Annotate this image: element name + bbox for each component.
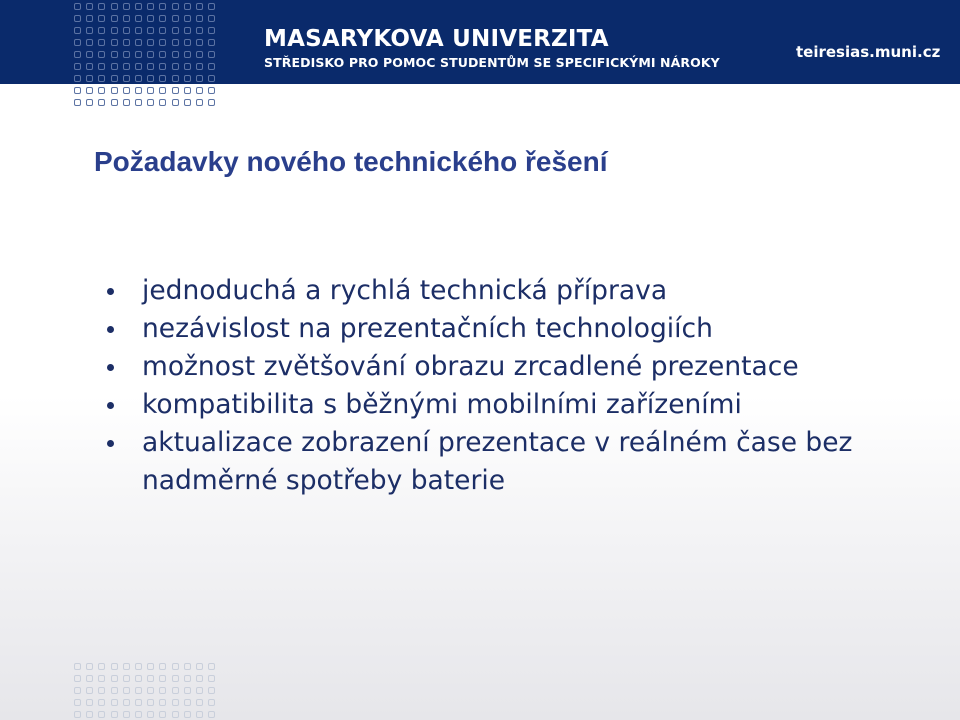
grid-dot bbox=[86, 99, 93, 106]
grid-dot bbox=[86, 15, 93, 22]
grid-dot bbox=[111, 699, 118, 706]
grid-dot bbox=[172, 711, 179, 718]
grid-dot bbox=[184, 99, 191, 106]
grid-dot bbox=[196, 99, 203, 106]
grid-dot bbox=[159, 699, 166, 706]
grid-dot bbox=[147, 3, 154, 10]
grid-dot bbox=[123, 51, 130, 58]
grid-dot bbox=[172, 3, 179, 10]
grid-dot bbox=[184, 51, 191, 58]
grid-dot bbox=[86, 63, 93, 70]
grid-dot bbox=[147, 675, 154, 682]
grid-dot bbox=[111, 27, 118, 34]
grid-dot bbox=[74, 699, 81, 706]
grid-dot bbox=[98, 63, 105, 70]
grid-dot bbox=[98, 687, 105, 694]
grid-dot bbox=[98, 699, 105, 706]
grid-dot bbox=[159, 51, 166, 58]
grid-dot bbox=[123, 711, 130, 718]
grid-dot bbox=[208, 3, 215, 10]
grid-dot bbox=[208, 75, 215, 82]
grid-dot bbox=[135, 3, 142, 10]
grid-dot bbox=[98, 27, 105, 34]
grid-dot bbox=[74, 39, 81, 46]
grid-dot bbox=[86, 675, 93, 682]
grid-dot bbox=[147, 39, 154, 46]
grid-dot bbox=[123, 63, 130, 70]
grid-dot bbox=[147, 663, 154, 670]
grid-dot bbox=[159, 3, 166, 10]
grid-dot bbox=[159, 39, 166, 46]
logo-dot-grid-top bbox=[74, 3, 216, 107]
grid-dot bbox=[184, 15, 191, 22]
grid-dot bbox=[74, 675, 81, 682]
grid-dot bbox=[147, 699, 154, 706]
grid-dot bbox=[159, 75, 166, 82]
grid-dot bbox=[98, 663, 105, 670]
grid-dot bbox=[147, 87, 154, 94]
grid-dot bbox=[208, 699, 215, 706]
grid-dot bbox=[184, 711, 191, 718]
grid-dot bbox=[208, 27, 215, 34]
grid-dot bbox=[111, 15, 118, 22]
grid-dot bbox=[147, 63, 154, 70]
grid-dot bbox=[172, 39, 179, 46]
grid-dot bbox=[184, 63, 191, 70]
grid-dot bbox=[196, 27, 203, 34]
grid-dot bbox=[184, 87, 191, 94]
bullet-icon bbox=[107, 326, 114, 333]
grid-dot bbox=[74, 87, 81, 94]
grid-dot bbox=[208, 39, 215, 46]
grid-dot bbox=[172, 51, 179, 58]
center-name: STŘEDISKO PRO POMOC STUDENTŮM SE SPECIFICKÝMI NÁROKY bbox=[264, 55, 720, 70]
site-url: teiresias.muni.cz bbox=[796, 43, 941, 61]
grid-dot bbox=[98, 3, 105, 10]
grid-dot bbox=[196, 663, 203, 670]
grid-dot bbox=[208, 15, 215, 22]
grid-dot bbox=[111, 99, 118, 106]
bullet-list bbox=[106, 272, 926, 500]
grid-dot bbox=[135, 51, 142, 58]
grid-dot bbox=[172, 663, 179, 670]
grid-dot bbox=[74, 99, 81, 106]
bullet-item bbox=[106, 310, 926, 348]
grid-dot bbox=[196, 711, 203, 718]
grid-dot bbox=[74, 27, 81, 34]
grid-dot bbox=[123, 87, 130, 94]
grid-dot bbox=[123, 699, 130, 706]
grid-dot bbox=[111, 663, 118, 670]
grid-dot bbox=[159, 27, 166, 34]
grid-dot bbox=[159, 63, 166, 70]
grid-dot bbox=[135, 711, 142, 718]
grid-dot bbox=[208, 99, 215, 106]
grid-dot bbox=[135, 99, 142, 106]
grid-dot bbox=[98, 87, 105, 94]
grid-dot bbox=[196, 87, 203, 94]
grid-dot bbox=[196, 39, 203, 46]
university-name: MASARYKOVA UNIVERZITA bbox=[264, 26, 609, 52]
grid-dot bbox=[147, 687, 154, 694]
grid-dot bbox=[111, 687, 118, 694]
grid-dot bbox=[208, 687, 215, 694]
grid-dot bbox=[159, 15, 166, 22]
grid-dot bbox=[98, 51, 105, 58]
grid-dot bbox=[184, 39, 191, 46]
grid-dot bbox=[74, 663, 81, 670]
grid-dot bbox=[98, 99, 105, 106]
bullet-text: aktualizace zobrazení prezentace v reálném čase bez nadměrné spotřeby baterie bbox=[142, 427, 853, 496]
grid-dot bbox=[111, 39, 118, 46]
grid-dot bbox=[111, 51, 118, 58]
grid-dot bbox=[74, 3, 81, 10]
grid-dot bbox=[86, 75, 93, 82]
grid-dot bbox=[98, 15, 105, 22]
grid-dot bbox=[159, 675, 166, 682]
grid-dot bbox=[172, 99, 179, 106]
grid-dot bbox=[159, 711, 166, 718]
grid-dot bbox=[86, 687, 93, 694]
grid-dot bbox=[196, 699, 203, 706]
grid-dot bbox=[208, 663, 215, 670]
grid-dot bbox=[86, 3, 93, 10]
grid-dot bbox=[123, 27, 130, 34]
bullet-icon bbox=[107, 440, 114, 447]
grid-dot bbox=[196, 687, 203, 694]
grid-dot bbox=[98, 675, 105, 682]
grid-dot bbox=[147, 15, 154, 22]
grid-dot bbox=[172, 75, 179, 82]
grid-dot bbox=[111, 3, 118, 10]
grid-dot bbox=[196, 51, 203, 58]
grid-dot bbox=[184, 3, 191, 10]
grid-dot bbox=[111, 675, 118, 682]
grid-dot bbox=[86, 663, 93, 670]
grid-dot bbox=[123, 99, 130, 106]
grid-dot bbox=[135, 663, 142, 670]
grid-dot bbox=[172, 675, 179, 682]
grid-dot bbox=[111, 75, 118, 82]
grid-dot bbox=[135, 15, 142, 22]
grid-dot bbox=[208, 51, 215, 58]
grid-dot bbox=[196, 75, 203, 82]
grid-dot bbox=[159, 663, 166, 670]
grid-dot bbox=[196, 63, 203, 70]
grid-dot bbox=[135, 27, 142, 34]
grid-dot bbox=[98, 711, 105, 718]
grid-dot bbox=[196, 3, 203, 10]
grid-dot bbox=[196, 15, 203, 22]
grid-dot bbox=[123, 675, 130, 682]
grid-dot bbox=[147, 711, 154, 718]
grid-dot bbox=[172, 687, 179, 694]
grid-dot bbox=[111, 87, 118, 94]
grid-dot bbox=[172, 699, 179, 706]
grid-dot bbox=[147, 75, 154, 82]
grid-dot bbox=[86, 27, 93, 34]
grid-dot bbox=[159, 99, 166, 106]
grid-dot bbox=[74, 15, 81, 22]
grid-dot bbox=[135, 39, 142, 46]
grid-dot bbox=[196, 675, 203, 682]
grid-dot bbox=[172, 15, 179, 22]
grid-dot bbox=[208, 87, 215, 94]
bullet-item bbox=[106, 272, 926, 310]
grid-dot bbox=[147, 99, 154, 106]
bullet-icon bbox=[107, 402, 114, 409]
bullet-icon bbox=[107, 288, 114, 295]
grid-dot bbox=[172, 27, 179, 34]
grid-dot bbox=[184, 27, 191, 34]
grid-dot bbox=[98, 75, 105, 82]
grid-dot bbox=[86, 39, 93, 46]
grid-dot bbox=[172, 87, 179, 94]
grid-dot bbox=[184, 675, 191, 682]
grid-dot bbox=[135, 75, 142, 82]
bullet-icon bbox=[107, 364, 114, 371]
grid-dot bbox=[123, 15, 130, 22]
grid-dot bbox=[74, 75, 81, 82]
bullet-text: možnost zvětšování obrazu zrcadlené prezentace bbox=[142, 351, 799, 382]
grid-dot bbox=[184, 699, 191, 706]
grid-dot bbox=[111, 63, 118, 70]
grid-dot bbox=[111, 711, 118, 718]
grid-dot bbox=[208, 711, 215, 718]
grid-dot bbox=[147, 27, 154, 34]
grid-dot bbox=[135, 87, 142, 94]
grid-dot bbox=[123, 39, 130, 46]
grid-dot bbox=[208, 675, 215, 682]
grid-dot bbox=[147, 51, 154, 58]
slide-title: Požadavky nového technického řešení bbox=[94, 146, 608, 177]
grid-dot bbox=[98, 39, 105, 46]
grid-dot bbox=[74, 63, 81, 70]
grid-dot bbox=[172, 63, 179, 70]
bullet-text: nezávislost na prezentačních technologiích bbox=[142, 313, 713, 344]
header-banner bbox=[0, 0, 960, 84]
grid-dot bbox=[184, 75, 191, 82]
bullet-text: jednoduchá a rychlá technická příprava bbox=[142, 275, 668, 306]
grid-dot bbox=[208, 63, 215, 70]
grid-dot bbox=[74, 687, 81, 694]
grid-dot bbox=[184, 687, 191, 694]
logo-dot-grid-bottom bbox=[74, 663, 216, 719]
grid-dot bbox=[86, 87, 93, 94]
grid-dot bbox=[86, 711, 93, 718]
grid-dot bbox=[123, 663, 130, 670]
grid-dot bbox=[123, 75, 130, 82]
grid-dot bbox=[123, 687, 130, 694]
grid-dot bbox=[135, 699, 142, 706]
grid-dot bbox=[86, 699, 93, 706]
grid-dot bbox=[74, 51, 81, 58]
bullet-item bbox=[106, 348, 926, 386]
grid-dot bbox=[135, 63, 142, 70]
grid-dot bbox=[159, 687, 166, 694]
grid-dot bbox=[135, 687, 142, 694]
grid-dot bbox=[74, 711, 81, 718]
grid-dot bbox=[184, 663, 191, 670]
bullet-text: kompatibilita s běžnými mobilními zařízeními bbox=[142, 389, 742, 420]
bullet-item bbox=[106, 424, 926, 500]
bullet-item bbox=[106, 386, 926, 424]
grid-dot bbox=[135, 675, 142, 682]
grid-dot bbox=[123, 3, 130, 10]
grid-dot bbox=[86, 51, 93, 58]
grid-dot bbox=[159, 87, 166, 94]
